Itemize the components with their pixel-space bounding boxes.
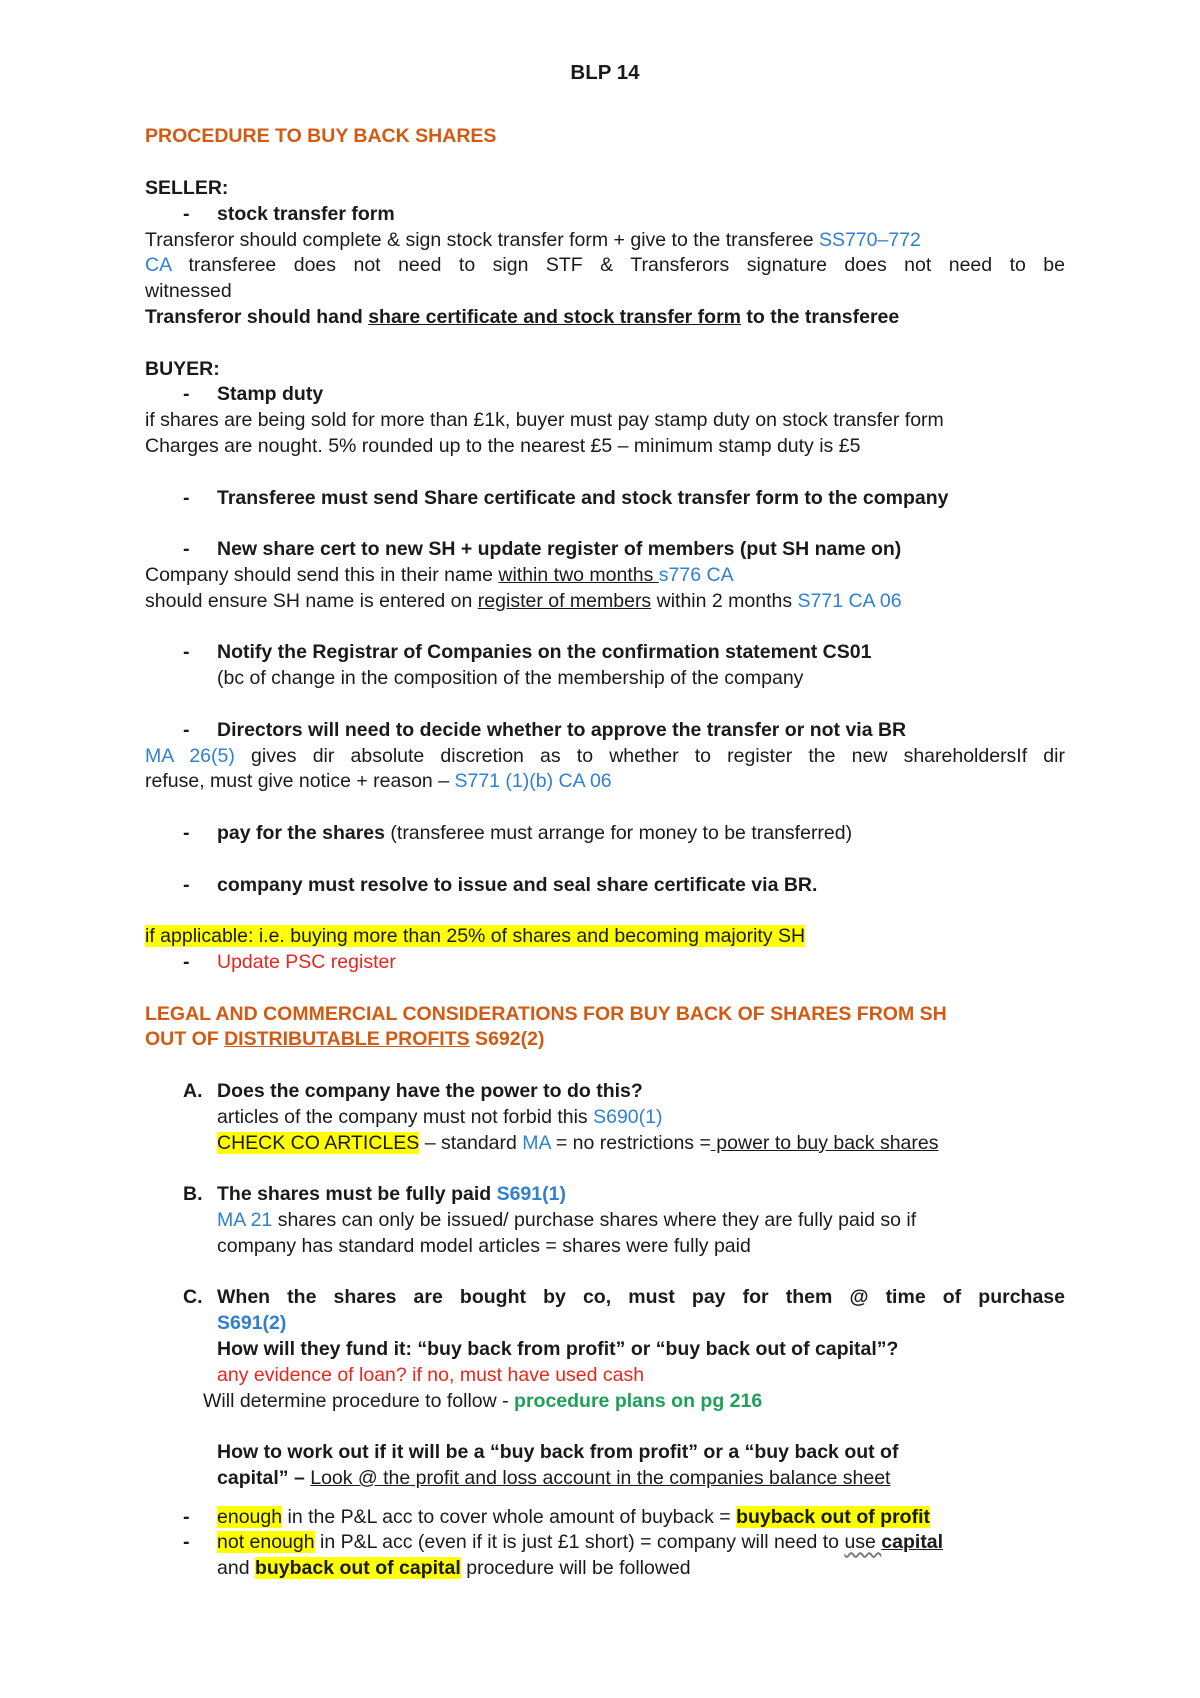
bullet-new-share-cert: - New share cert to new SH + update register of members (put SH name on) (183, 538, 902, 561)
stamp-duty-line1: if shares are being sold for more than £1k, buyer must pay stamp duty on stock transfer form (145, 409, 944, 432)
applicable-note: if applicable: i.e. buying more than 25% of shares and becoming majority SH (145, 925, 806, 948)
buyer-label: BUYER: (145, 357, 220, 380)
new-cert-line2: should ensure SH name is entered on register of members within 2 months S771 CA 06 (145, 589, 902, 612)
bullet-stock-transfer-form: - stock transfer form (183, 202, 395, 225)
bullet-stamp-duty: - Stamp duty (183, 383, 324, 406)
item-c-fund: How will they fund it: “buy back from profit” or “buy back out of capital”? (217, 1337, 899, 1360)
stamp-duty-line2: Charges are nought. 5% rounded up to the nearest £5 – minimum stamp duty is £5 (145, 435, 861, 458)
item-b-question: B. The shares must be fully paid S691(1) (183, 1183, 566, 1206)
directors-line2: refuse, must give notice + reason – S771 (1)(b) CA 06 (145, 770, 612, 793)
item-c-loan: any evidence of loan? if no, must have used cash (217, 1363, 645, 1386)
item-c-determine: Will determine procedure to follow - procedure plans on pg 216 (203, 1389, 763, 1412)
item-c-how-line2: capital” – Look @ the profit and loss account in the companies balance sheet (217, 1466, 891, 1489)
seller-para-line2: CA transferee does not need to sign STF & Transferors signature does not need to be (145, 254, 1065, 277)
directors-line1: MA 26(5) gives dir absolute discretion as to whether to register the new shareholdersIf dir (145, 744, 1065, 767)
seller-hand-over: Transferor should hand share certificate and stock transfer form to the transferee (145, 306, 900, 329)
section-heading-legal-l2: OUT OF DISTRIBUTABLE PROFITS S692(2) (145, 1028, 545, 1051)
item-b-line1: MA 21 shares can only be issued/ purchase shares where they are fully paid so if (217, 1208, 917, 1231)
notify-registrar-note: (bc of change in the composition of the membership of the company (217, 667, 804, 690)
bullet-transferee-send: - Transferee must send Share certificate and stock transfer form to the company (183, 486, 949, 509)
new-cert-line1: Company should send this in their name within two months s776 CA (145, 564, 734, 587)
item-b-line2: company has standard model articles = shares were fully paid (217, 1234, 751, 1257)
bullet-resolve-issue: - company must resolve to issue and seal share certificate via BR. (183, 873, 818, 896)
bullet-pay-for-shares: - pay for the shares (transferee must arrange for money to be transferred) (183, 822, 853, 844)
item-c-question: C. When the shares are bought by co, must pay for them @ time of purchase (183, 1286, 1065, 1309)
item-a-line2: CHECK CO ARTICLES – standard MA = no restrictions = power to buy back shares (217, 1131, 939, 1154)
item-c-ref: S691(2) (217, 1312, 287, 1335)
seller-para-line3: witnessed (145, 280, 232, 303)
doc-title: BLP 14 (570, 61, 640, 84)
section-heading-legal-l1: LEGAL AND COMMERCIAL CONSIDERATIONS FOR BUY BACK OF SHARES FROM SH (145, 1002, 947, 1025)
item-c-how-line1: How to work out if it will be a “buy back from profit” or a “buy back out of (217, 1441, 899, 1464)
item-a-question: A. Does the company have the power to do this? (183, 1079, 643, 1102)
seller-para-line1: Transferor should complete & sign stock transfer form + give to the transferee SS770–772 (145, 228, 921, 251)
bullet-not-enough: - not enough in P&L acc (even if it is just £1 short) = company will need to use capital (183, 1531, 944, 1554)
bullet-directors-decide: - Directors will need to decide whether to approve the transfer or not via BR (183, 718, 907, 741)
bullet-update-psc: - Update PSC register (183, 950, 396, 973)
document-page (145, 60, 1065, 1582)
bullet-notify-registrar: - Notify the Registrar of Companies on the confirmation statement CS01 (183, 641, 872, 664)
seller-label: SELLER: (145, 177, 229, 200)
bullet-enough: - enough in the P&L acc to cover whole amount of buyback = buyback out of profit (183, 1505, 930, 1528)
section-heading-procedure: PROCEDURE TO BUY BACK SHARES (145, 125, 497, 148)
item-a-line1: articles of the company must not forbid this S690(1) (217, 1105, 663, 1128)
not-enough-continuation: and buyback out of capital procedure will be followed (217, 1557, 691, 1580)
